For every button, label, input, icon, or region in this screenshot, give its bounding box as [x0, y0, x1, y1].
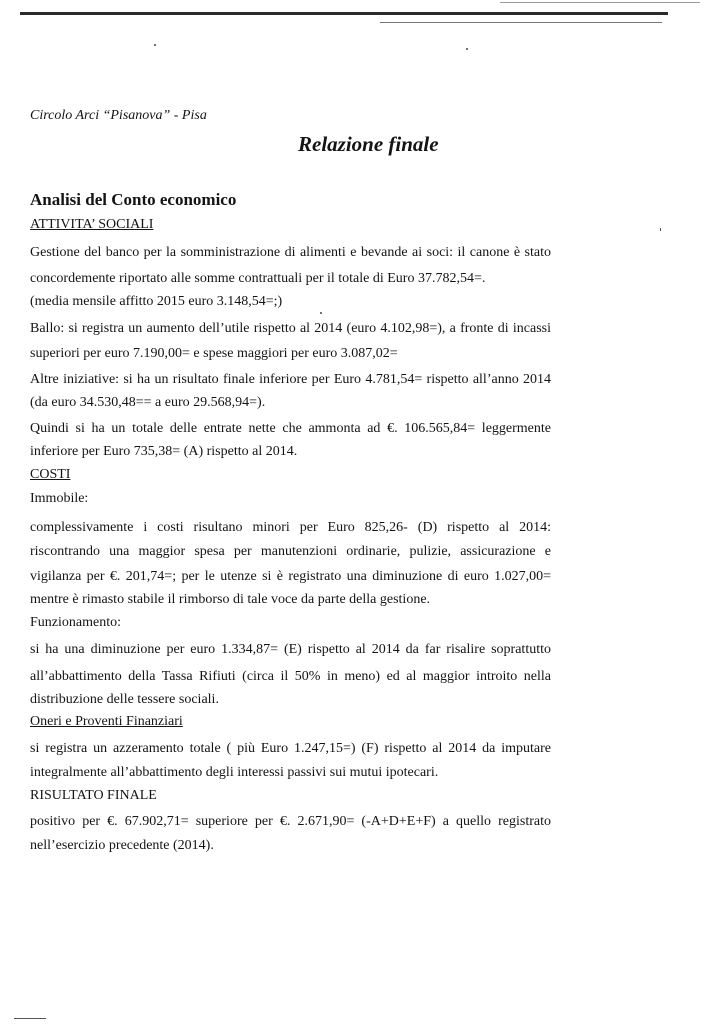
text-line: Gestione del banco per la somministrazione di alimenti e bevande ai soci: il canone è stato — [30, 245, 551, 260]
text-line: vigilanza per €. 201,74=; per le utenze si è registrato una diminuzione di euro 1.027,00= — [30, 569, 551, 584]
scan-speck — [320, 312, 322, 314]
subheading-immobile: Immobile: — [30, 491, 89, 506]
text-line: si registra un azzeramento totale ( più Euro 1.247,15=) (F) rispetto al 2014 da imputare — [30, 741, 551, 756]
scan-top-rule — [20, 12, 668, 15]
scan-top-rule-faint — [500, 2, 700, 3]
scan-speck — [466, 48, 468, 50]
heading-risultato-finale: RISULTATO FINALE — [30, 788, 157, 803]
document-title: Relazione finale — [298, 132, 439, 156]
scan-bottom-mark — [14, 1018, 46, 1019]
text-line: superiori per euro 7.190,00= e spese maggiori per euro 3.087,02= — [30, 346, 398, 361]
scan-speck — [154, 44, 156, 46]
heading-attivita-sociali: ATTIVITA’ SOCIALI — [30, 217, 154, 232]
text-line: integralmente all’abbattimento degli interessi passivi sui mutui ipotecari. — [30, 765, 439, 780]
text-line: nell’esercizio precedente (2014). — [30, 838, 214, 853]
text-line: riscontrando una maggior spesa per manutenzioni ordinarie, pulizie, assicurazione e — [30, 544, 551, 559]
text-line: complessivamente i costi risultano minori per Euro 825,26- (D) rispetto al 2014: — [30, 520, 551, 535]
text-line: Ballo: si registra un aumento dell’utile rispetto al 2014 (euro 4.102,98=), a fronte di incassi — [30, 321, 551, 336]
text-line: Quindi si ha un totale delle entrate nette che ammonta ad €. 106.565,84= leggermente — [30, 421, 551, 436]
heading-costi: COSTI — [30, 467, 71, 482]
text-line: (media mensile affitto 2015 euro 3.148,54=;) — [30, 294, 283, 309]
section-title: Analisi del Conto economico — [30, 190, 237, 209]
text-line: inferiore per Euro 735,38= (A) rispetto al 2014. — [30, 444, 298, 459]
text-line: all’abbattimento della Tassa Rifiuti (circa il 50% in meno) ed al maggior introito nella — [30, 669, 551, 684]
scan-top-rule-thin — [380, 22, 662, 23]
text-line: si ha una diminuzione per euro 1.334,87= (E) rispetto al 2014 da far risalire soprattutto — [30, 642, 551, 657]
text-line: mentre è rimasto stabile il rimborso di tale voce da parte della gestione. — [30, 592, 431, 607]
text-line: positivo per €. 67.902,71= superiore per €. 2.671,90= (-A+D+E+F) a quello registrato — [30, 814, 551, 829]
club-header: Circolo Arci “Pisanova” - Pisa — [30, 108, 207, 123]
heading-oneri-proventi: Oneri e Proventi Finanziari — [30, 714, 183, 729]
subheading-funzionamento: Funzionamento: — [30, 615, 121, 630]
text-line: concordemente riportato alle somme contrattuali per il totale di Euro 37.782,54=. — [30, 271, 486, 286]
text-line: Altre iniziative: si ha un risultato finale inferiore per Euro 4.781,54= rispetto all’anno 2014 — [30, 372, 551, 387]
text-line: distribuzione delle tessere sociali. — [30, 692, 219, 707]
scan-mark — [660, 228, 661, 231]
text-line: (da euro 34.530,48== a euro 29.568,94=). — [30, 395, 266, 410]
